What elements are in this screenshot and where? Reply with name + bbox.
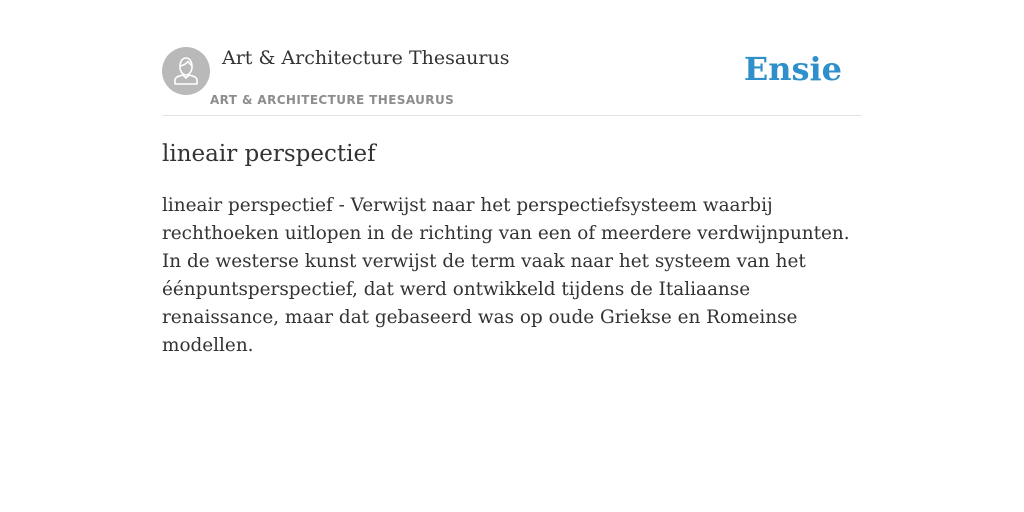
source-subtitle[interactable]: ART & ARCHITECTURE THESAURUS xyxy=(210,93,455,107)
entry-card xyxy=(162,0,862,356)
ensie-logo[interactable]: Ensie xyxy=(743,50,842,88)
entry-header xyxy=(162,0,862,116)
entry-body: lineair perspectief - Verwijst naar het perspectiefsysteem waarbij rechthoeken uitlopen in de richting van een of meerdere verdwijnpunten. In de westerse kunst verwijst de term vaak naar het systeem van het éénpuntsperspectief, dat werd ontwikkeld tijdens de Italiaanse renaissance, maar dat gebaseerd was op oude Griekse en Romeinse modellen. xyxy=(162,195,850,356)
entry-title: lineair perspectief xyxy=(162,141,376,167)
avatar[interactable] xyxy=(162,47,210,95)
user-silhouette-icon xyxy=(162,47,210,95)
source-title[interactable]: Art & Architecture Thesaurus xyxy=(222,47,510,69)
